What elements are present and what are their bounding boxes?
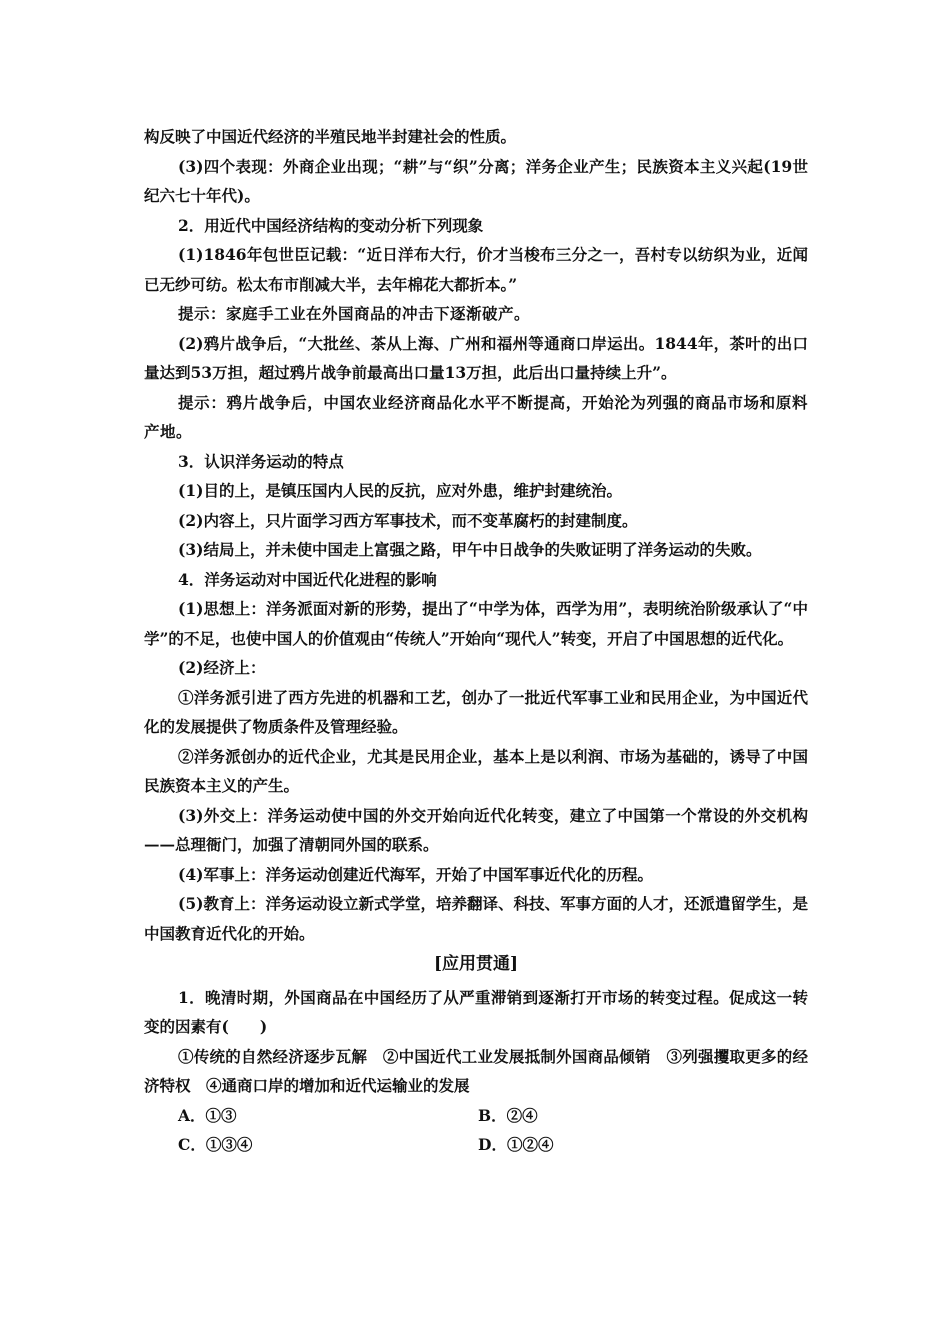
impact-diplomacy: (3)外交上：洋务运动使中国的外交开始向近代化转变，建立了中国第一个常设的外交机构——总理衙门，加强了清朝同外国的联系。 xyxy=(144,805,808,854)
paragraph-continuation: 构反映了中国近代经济的半殖民地半封建社会的性质。 xyxy=(144,127,517,146)
paragraph-bao-shichen-quote: (1)1846年包世臣记载：“近日洋布大行，价才当梭布三分之一，吾村专以纺织为业，近闻已无纱可纺。松太布市削减大半，去年棉花大都折本。” xyxy=(144,245,808,294)
impact-economy-heading: (2)经济上： xyxy=(178,658,266,677)
impact-education: (5)教育上：洋务运动设立新式学堂，培养翻译、科技、军事方面的人才，还派遣留学生，是中国教育近代化的开始。 xyxy=(144,894,808,943)
page-content xyxy=(144,122,808,1160)
question-statements: ①传统的自然经济逐步瓦解 ②中国近代工业发展抵制外国商品倾销 ③列强攫取更多的经济特权 ④通商口岸的增加和近代运输业的发展 xyxy=(144,1046,808,1095)
option-c[interactable]: C．①③④ xyxy=(178,1135,253,1154)
hint-paragraph-1: 提示：家庭手工业在外国商品的冲击下逐渐破产。 xyxy=(178,304,531,323)
impact-military: (4)军事上：洋务运动创建近代海军，开始了中国军事近代化的历程。 xyxy=(178,864,653,884)
impact-ideology: (1)思想上：洋务派面对新的形势，提出了“中学为体，西学为用”，表明统治阶级承认了“中学”的不足，也使中国人的价值观由“传统人”开始向“现代人”转变，开启了中国思想的近代化。 xyxy=(144,599,808,648)
paragraph-four-manifestations: (3)四个表现：外商企业出现；“耕”与“织”分离；洋务企业产生；民族资本主义兴起(19世纪六七十年代)。 xyxy=(144,156,808,205)
options-row-2 xyxy=(144,1130,808,1160)
feature-content: (2)内容上，只片面学习西方军事技术，而不变革腐朽的封建制度。 xyxy=(178,510,638,530)
paragraph-tea-export: (2)鸦片战争后，“大批丝、茶从上海、广州和福州等通商口岸运出。1844年，茶叶的出口量达到53万担，超过鸦片战争前最高出口量13万担，此后出口量持续上升”。 xyxy=(144,333,808,382)
heading-westernization-features: 3．认识洋务运动的特点 xyxy=(178,451,344,471)
option-d[interactable]: D．①②④ xyxy=(478,1135,554,1154)
heading-economic-structure: 2．用近代中国经济结构的变动分析下列现象 xyxy=(178,215,484,235)
option-b[interactable]: B．②④ xyxy=(478,1105,538,1125)
heading-westernization-impact: 4．洋务运动对中国近代化进程的影响 xyxy=(178,569,437,589)
impact-economy-point-1: ①洋务派引进了西方先进的机器和工艺，创办了一批近代军事工业和民用企业，为中国近代化的发展提供了物质条件及管理经验。 xyxy=(144,687,808,736)
options-row-1 xyxy=(144,1101,808,1131)
hint-paragraph-2: 提示：鸦片战争后，中国农业经济商品化水平不断提高，开始沦为列强的商品市场和原料产地。 xyxy=(144,392,808,441)
question-stem: 1．晚清时期，外国商品在中国经历了从严重滞销到逐渐打开市场的转变过程。促成这一转变的因素有( ) xyxy=(144,987,808,1036)
feature-outcome: (3)结局上，并未使中国走上富强之路，甲午中日战争的失败证明了洋务运动的失败。 xyxy=(178,540,762,559)
section-title: [应用贯通] xyxy=(433,954,519,974)
option-a[interactable]: A．①③ xyxy=(178,1105,237,1125)
impact-economy-point-2: ②洋务派创办的近代企业，尤其是民用企业，基本上是以利润、市场为基础的，诱导了中国民族资本主义的产生。 xyxy=(144,746,808,795)
feature-purpose: (1)目的上，是镇压国内人民的反抗，应对外患，维护封建统治。 xyxy=(178,481,622,500)
